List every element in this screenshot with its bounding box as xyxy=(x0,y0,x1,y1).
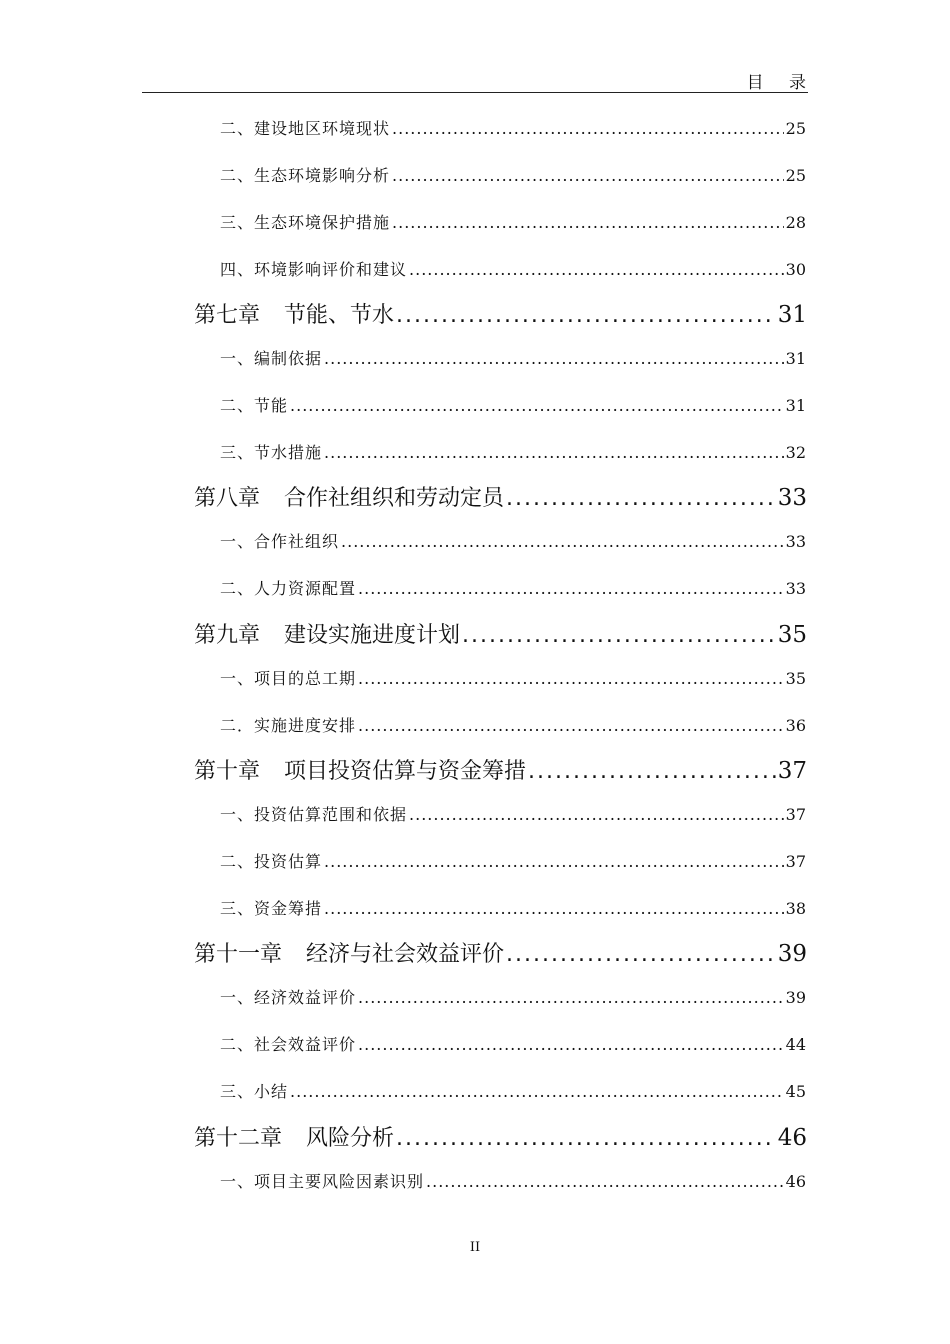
toc-entry-page: 46 xyxy=(777,1125,807,1151)
toc-chapter-number: 第十一章 xyxy=(194,942,283,967)
toc-entry-section[interactable] xyxy=(220,713,806,736)
toc-entry-page: 28 xyxy=(785,213,806,232)
toc-entry-title: 二．实施进度安排 xyxy=(220,716,357,735)
toc-entry-page: 33 xyxy=(785,579,806,598)
toc-entry-page: 35 xyxy=(777,622,807,648)
toc-entry-title: 二、节能 xyxy=(220,396,289,415)
toc-entry-section[interactable] xyxy=(220,163,806,186)
toc-chapter-number: 第七章 xyxy=(194,303,261,328)
dot-leader xyxy=(358,988,784,1007)
toc-entry-section[interactable] xyxy=(220,666,806,689)
toc-chapter-heading xyxy=(194,937,504,968)
toc-chapter-number: 第八章 xyxy=(194,486,261,511)
toc-chapter-heading xyxy=(194,754,526,785)
toc-entry-title: 一、经济效益评价 xyxy=(220,988,357,1007)
toc-chapter-title: 建设实施进度计划 xyxy=(284,623,461,648)
toc-chapter-title: 节能、节水 xyxy=(284,303,395,328)
page-number: II xyxy=(469,1240,481,1255)
dot-leader xyxy=(409,260,784,279)
toc-entry-page: 25 xyxy=(785,166,806,185)
toc-entry-page: 37 xyxy=(785,805,806,824)
dot-leader xyxy=(462,623,776,648)
toc-entry-section[interactable] xyxy=(220,529,806,552)
toc-entry-page: 31 xyxy=(785,396,806,415)
toc-chapter-number: 第九章 xyxy=(194,623,261,648)
toc-entry-title: 二、建设地区环境现状 xyxy=(220,119,391,138)
toc-entry-page: 31 xyxy=(777,302,807,328)
toc-chapter-number: 第十二章 xyxy=(194,1126,283,1151)
dot-leader xyxy=(392,166,784,185)
toc-chapter-title: 合作社组织和劳动定员 xyxy=(284,486,505,511)
toc-entry-page: 33 xyxy=(785,532,806,551)
dot-leader xyxy=(506,942,776,967)
toc-entry-title: 三、节水措施 xyxy=(220,443,323,462)
toc-entry-section[interactable] xyxy=(220,802,806,825)
dot-leader xyxy=(358,716,784,735)
toc-entry-page: 39 xyxy=(785,988,806,1007)
dot-leader xyxy=(409,805,784,824)
dot-leader xyxy=(324,899,784,918)
toc-entry-section[interactable] xyxy=(220,116,806,139)
toc-entry-chapter[interactable] xyxy=(194,937,807,968)
dot-leader xyxy=(358,579,784,598)
toc-entry-page: 25 xyxy=(785,119,806,138)
toc-entry-title: 一、项目主要风险因素识别 xyxy=(220,1172,425,1191)
toc-entry-title: 三、小结 xyxy=(220,1082,289,1101)
toc-entry-page: 38 xyxy=(785,899,806,918)
toc-entry-chapter[interactable] xyxy=(194,754,807,785)
toc-entry-page: 44 xyxy=(785,1035,806,1054)
dot-leader xyxy=(396,303,776,328)
toc-entry-chapter[interactable] xyxy=(194,298,807,329)
toc-entry-title: 二、人力资源配置 xyxy=(220,579,357,598)
dot-leader xyxy=(426,1172,784,1191)
toc-entry-section[interactable] xyxy=(220,1079,806,1102)
toc-entry-title: 二、生态环境影响分析 xyxy=(220,166,391,185)
toc-entry-chapter[interactable] xyxy=(194,1121,807,1152)
dot-leader xyxy=(392,213,784,232)
toc-entry-section[interactable] xyxy=(220,257,806,280)
toc-chapter-heading xyxy=(194,481,504,512)
toc-entry-title: 三、资金筹措 xyxy=(220,899,323,918)
toc-entry-title: 一、编制依据 xyxy=(220,349,323,368)
toc-chapter-title: 风险分析 xyxy=(306,1126,395,1151)
dot-leader xyxy=(358,1035,784,1054)
toc-entry-title: 一、项目的总工期 xyxy=(220,669,357,688)
toc-entry-section[interactable] xyxy=(220,440,806,463)
toc-entry-title: 二、投资估算 xyxy=(220,852,323,871)
toc-entry-title: 一、合作社组织 xyxy=(220,532,340,551)
dot-leader xyxy=(506,486,776,511)
dot-leader xyxy=(324,443,784,462)
dot-leader xyxy=(528,759,776,784)
toc-entry-page: 32 xyxy=(785,443,806,462)
toc-entry-section[interactable] xyxy=(220,1032,806,1055)
toc-entry-section[interactable] xyxy=(220,393,806,416)
running-header-title: 目 录 xyxy=(746,73,816,93)
toc-chapter-title: 项目投资估算与资金筹措 xyxy=(284,759,527,784)
toc-entry-section[interactable] xyxy=(220,896,806,919)
dot-leader xyxy=(396,1126,776,1151)
toc-entry-title: 三、生态环境保护措施 xyxy=(220,213,391,232)
toc-entry-section[interactable] xyxy=(220,576,806,599)
toc-entry-page: 30 xyxy=(785,260,806,279)
dot-leader xyxy=(290,1082,784,1101)
toc-chapter-heading xyxy=(194,298,394,329)
toc-entry-section[interactable] xyxy=(220,1169,806,1192)
toc-entry-chapter[interactable] xyxy=(194,618,807,649)
toc-entry-chapter[interactable] xyxy=(194,481,807,512)
dot-leader xyxy=(341,532,784,551)
toc-entry-page: 37 xyxy=(785,852,806,871)
dot-leader xyxy=(392,119,784,138)
toc-entry-page: 33 xyxy=(777,485,807,511)
dot-leader xyxy=(358,669,784,688)
toc-chapter-heading xyxy=(194,618,460,649)
toc-entry-section[interactable] xyxy=(220,985,806,1008)
toc-entry-page: 45 xyxy=(785,1082,806,1101)
toc-entry-page: 36 xyxy=(785,716,806,735)
toc-entry-section[interactable] xyxy=(220,849,806,872)
toc-entry-page: 39 xyxy=(777,941,807,967)
toc-entry-title: 二、社会效益评价 xyxy=(220,1035,357,1054)
dot-leader xyxy=(324,349,784,368)
toc-entry-section[interactable] xyxy=(220,210,806,233)
toc-entry-section[interactable] xyxy=(220,346,806,369)
dot-leader xyxy=(290,396,784,415)
toc-entry-page: 37 xyxy=(777,758,807,784)
toc-entry-title: 一、投资估算范围和依据 xyxy=(220,805,408,824)
toc-entry-page: 46 xyxy=(785,1172,806,1191)
dot-leader xyxy=(324,852,784,871)
toc-chapter-title: 经济与社会效益评价 xyxy=(306,942,505,967)
toc-entry-page: 31 xyxy=(785,349,806,368)
toc-entry-page: 35 xyxy=(785,669,806,688)
toc-chapter-heading xyxy=(194,1121,394,1152)
toc-chapter-number: 第十章 xyxy=(194,759,261,784)
toc-entry-title: 四、环境影响评价和建议 xyxy=(220,260,408,279)
